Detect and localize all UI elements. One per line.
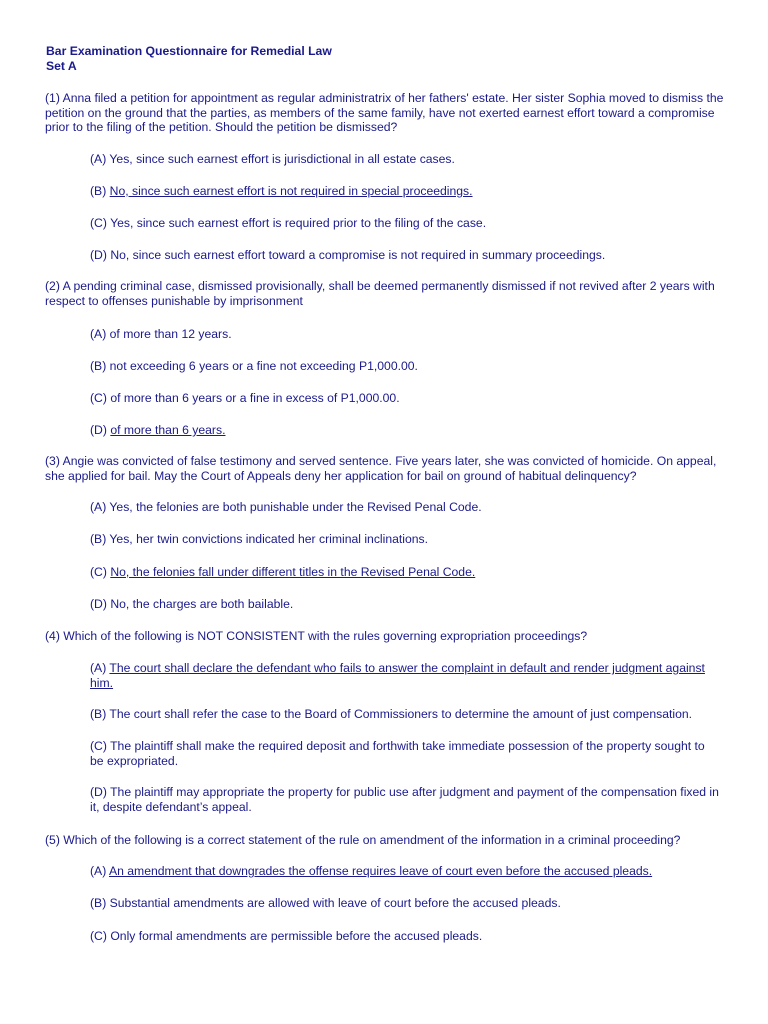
question-5-option-a xyxy=(90,864,720,879)
option-label: (B) xyxy=(90,359,107,373)
question-1-option-b xyxy=(90,184,720,199)
question-5-text: (5) Which of the following is a correct statement of the rule on amendment of the information in a criminal proceeding? xyxy=(45,833,681,847)
option-text: not exceeding 6 years or a fine not exceeding P1,000.00. xyxy=(109,359,418,373)
option-label: (D) xyxy=(90,597,107,611)
question-2-option-a xyxy=(90,327,720,342)
option-label: (A) xyxy=(90,864,107,878)
option-text-answer: No, the felonies fall under different titles in the Revised Penal Code. xyxy=(110,565,476,579)
question-4-option-a xyxy=(90,661,720,690)
option-label: (C) xyxy=(90,565,107,579)
option-text: Yes, the felonies are both punishable under the Revised Penal Code. xyxy=(109,500,482,514)
option-text-answer: The court shall declare the defendant who fails to answer the complaint in default and render judgment against him. xyxy=(90,661,705,690)
question-4-option-c xyxy=(90,739,720,768)
option-label: (B) xyxy=(90,896,107,910)
option-text-answer: No, since such earnest effort is not required in special proceedings. xyxy=(109,184,473,198)
question-3-text: (3) Angie was convicted of false testimony and served sentence. Five years later, she was convicted of homicide. On appeal, she applied for bail. May the Court of Appeals deny her application for bail on ground of habitual delinquency? xyxy=(45,454,717,483)
option-text: Substantial amendments are allowed with leave of court before the accused pleads. xyxy=(109,896,561,910)
question-2-option-c xyxy=(90,391,720,406)
option-text-answer: An amendment that downgrades the offense requires leave of court even before the accused pleads. xyxy=(108,864,653,878)
question-3-option-a xyxy=(90,500,720,515)
option-text: of more than 6 years or a fine in excess of P1,000.00. xyxy=(110,391,400,405)
option-text: No, since such earnest effort toward a compromise is not required in summary proceedings. xyxy=(110,248,606,262)
question-3-option-d xyxy=(90,597,720,612)
option-label: (A) xyxy=(90,661,107,675)
option-text: Yes, since such earnest effort is jurisdictional in all estate cases. xyxy=(109,152,455,166)
question-4-text: (4) Which of the following is NOT CONSISTENT with the rules governing expropriation proceedings? xyxy=(45,629,588,643)
option-label: (D) xyxy=(90,785,107,799)
option-text: Only formal amendments are permissible before the accused pleads. xyxy=(110,929,483,943)
question-4-option-b xyxy=(90,707,720,722)
option-label: (B) xyxy=(90,532,107,546)
option-text-answer: of more than 6 years. xyxy=(110,423,226,437)
question-4-option-d xyxy=(90,785,720,814)
option-text: No, the charges are both bailable. xyxy=(110,597,294,611)
option-label: (D) xyxy=(90,423,107,437)
question-3-option-c xyxy=(90,565,720,580)
question-2-option-b xyxy=(90,359,720,374)
option-label: (A) xyxy=(90,327,107,341)
question-3-option-b xyxy=(90,532,720,547)
question-1-option-c xyxy=(90,216,720,231)
option-text: of more than 12 years. xyxy=(109,327,232,341)
option-text: Yes, since such earnest effort is required prior to the filing of the case. xyxy=(110,216,487,230)
option-label: (C) xyxy=(90,739,107,753)
option-label: (D) xyxy=(90,248,107,262)
question-1-text: (1) Anna filed a petition for appointment as regular administratrix of her fathers' estate. Her sister Sophia moved to dismiss the petition on the ground that the parties, as members of the same family, have not exerted earnest effort toward a compromise prior to the filing of the petition. Should the petition be dismissed? xyxy=(45,91,724,134)
document-title-line2: Set A xyxy=(46,59,77,73)
option-label: (A) xyxy=(90,152,107,166)
option-text: The court shall refer the case to the Board of Commissioners to determine the amount of just compensation. xyxy=(109,707,693,721)
option-label: (A) xyxy=(90,500,107,514)
document-title-line1: Bar Examination Questionnaire for Remedial Law xyxy=(46,44,332,58)
question-2-option-d xyxy=(90,423,720,438)
document-title xyxy=(46,44,332,74)
question-2-text: (2) A pending criminal case, dismissed provisionally, shall be deemed permanently dismissed if not revived after 2 years with respect to offenses punishable by imprisonment xyxy=(45,279,715,308)
option-text: The plaintiff shall make the required deposit and forthwith take immediate possession of the property sought to be expropriated. xyxy=(90,739,705,768)
option-label: (B) xyxy=(90,707,107,721)
question-5-option-b xyxy=(90,896,720,911)
option-text: The plaintiff may appropriate the property for public use after judgment and payment of the compensation fixed in it, despite defendant’s appeal. xyxy=(90,785,719,814)
question-1-option-a xyxy=(90,152,720,167)
option-label: (B) xyxy=(90,184,107,198)
option-label: (C) xyxy=(90,391,107,405)
question-1-option-d xyxy=(90,248,720,263)
option-text: Yes, her twin convictions indicated her criminal inclinations. xyxy=(109,532,429,546)
question-5-option-c xyxy=(90,929,720,944)
option-label: (C) xyxy=(90,929,107,943)
option-label: (C) xyxy=(90,216,107,230)
